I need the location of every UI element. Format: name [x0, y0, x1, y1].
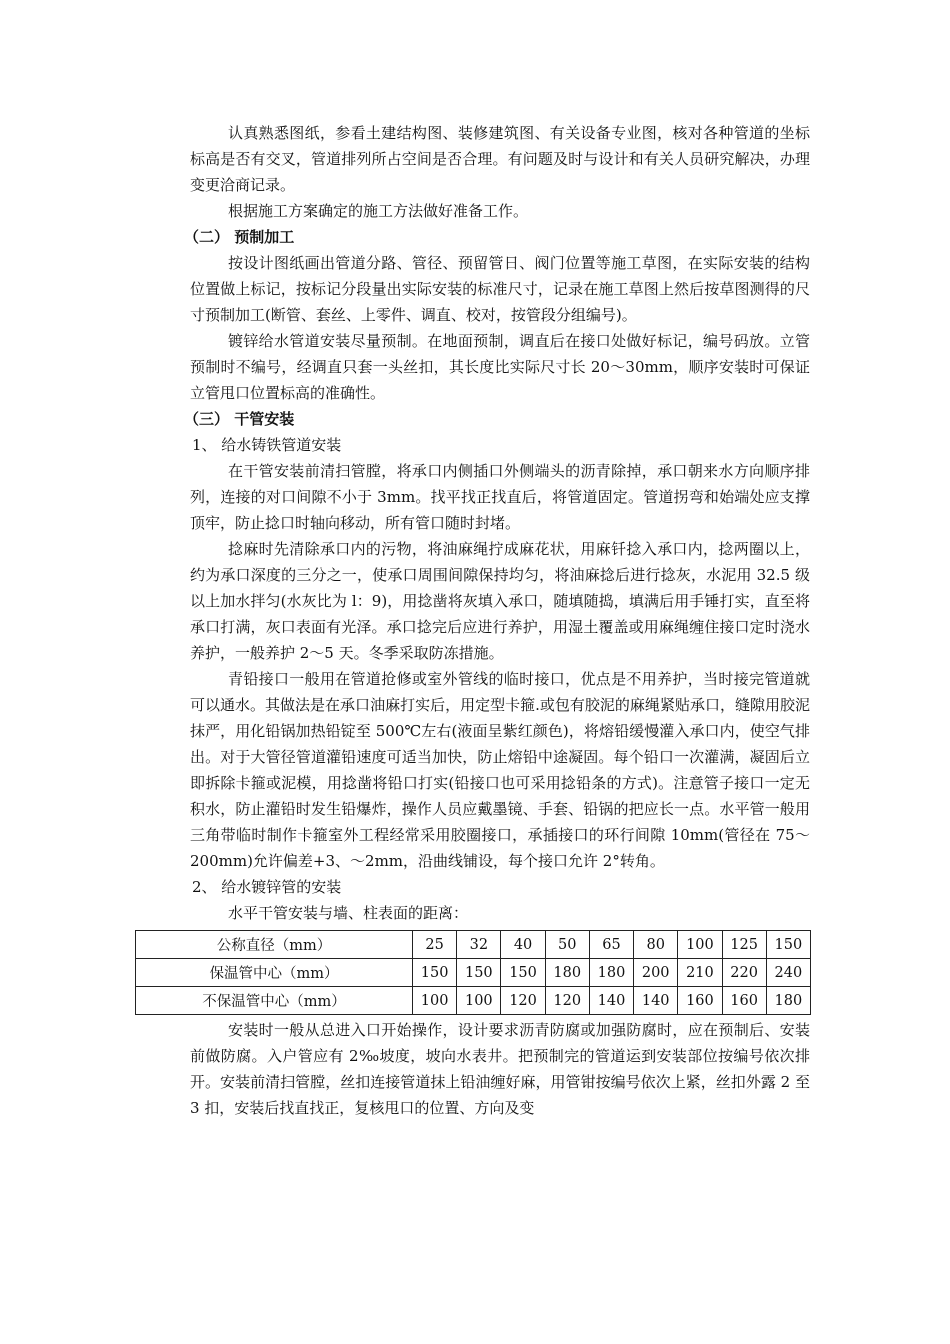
- paragraph-preparation: 根据施工方案确定的施工方法做好准备工作。: [228, 202, 529, 220]
- paragraph-sketch: 按设计图纸画出管道分路、管径、预留管日、阀门位置等施工草图，在实际安装的结构位置做上标记，按标记分段量出实际安装的标准尺寸，记录在施工草图上然后按草图测得的尺寸预制加工(断管、套丝、上零件、调直、校对，按管段分组编号)。: [190, 254, 810, 324]
- table-cell: 210: [678, 959, 722, 987]
- section-heading-main-pipe: （三） 干管安装: [184, 410, 295, 428]
- subheading-galvanized: 2、 给水镀锌管的安装: [192, 878, 342, 896]
- subheading-cast-iron: 1、 给水铸铁管道安装: [192, 436, 342, 454]
- paragraph-table-caption: 水平干管安装与墙、柱表面的距离：: [228, 904, 469, 922]
- table-row-label: 保温管中心（mm）: [136, 959, 413, 987]
- table-cell: 65: [589, 931, 633, 959]
- paragraph-galvanized-prefab: 镀锌给水管道安装尽量预制。在地面预制，调直后在接口处做好标记，编号码放。立管预制时不编号，经调直只套一头丝扣，其长度比实际尺寸长 20～30mm，顺序安装时可保证立管甩口位置标高的准确性。: [190, 332, 810, 402]
- table-cell: 32: [457, 931, 501, 959]
- table-cell: 100: [678, 931, 722, 959]
- table-row-label: 公称直径（mm）: [136, 931, 413, 959]
- table-cell: 160: [722, 987, 766, 1015]
- table-cell: 40: [501, 931, 545, 959]
- table-cell: 180: [545, 959, 589, 987]
- paragraph-review-drawings: 认真熟悉图纸，参看土建结构图、装修建筑图、有关设备专业图，核对各种管道的坐标标高是否有交叉，管道排列所占空间是否合理。有问题及时与设计和有关人员研究解决，办理变更洽商记录。: [190, 124, 810, 194]
- table-cell: 200: [634, 959, 678, 987]
- table-cell: 140: [589, 987, 633, 1015]
- table-cell: 100: [413, 987, 457, 1015]
- table-cell: 150: [501, 959, 545, 987]
- table-cell: 25: [413, 931, 457, 959]
- table-cell: 140: [634, 987, 678, 1015]
- table-cell: 180: [589, 959, 633, 987]
- table-cell: 150: [413, 959, 457, 987]
- document-body: [184, 120, 810, 1121]
- table-cell: 120: [545, 987, 589, 1015]
- table-cell: 150: [766, 931, 810, 959]
- pipe-distance-table: [135, 930, 811, 1015]
- table-row: [136, 959, 811, 987]
- table-cell: 100: [457, 987, 501, 1015]
- table-cell: 50: [545, 931, 589, 959]
- table-row-label: 不保温管中心（mm）: [136, 987, 413, 1015]
- paragraph-installation: 安装时一般从总进入口开始操作，设计要求沥青防腐或加强防腐时，应在预制后、安装前做防腐。入户管应有 2‰坡度，坡向水表井。把预制完的管道运到安装部位按编号依次排开。安装前清扫管膛，丝扣连接管道抹上铅油缠好麻，用管钳按编号依次上紧，丝扣外露 2 至 3 扣，安装后找直找正，复核甩口的位置、方向及变: [190, 1021, 810, 1117]
- paragraph-cleaning: 在干管安装前清扫管膛，将承口内侧插口外侧端头的沥青除掉，承口朝来水方向顺序排列，连接的对口间隙不小于 3mm。找平找正找直后，将管道固定。管道拐弯和始端处应支撑顶牢，防止捻口时轴向移动，所有管口随时封堵。: [190, 462, 810, 532]
- paragraph-lead-joint: 青铅接口一般用在管道抢修或室外管线的临时接口，优点是不用养护，当时接完管道就可以通水。其做法是在承口油麻打实后，用定型卡箍.或包有胶泥的麻绳紧贴承口，缝隙用胶泥抹严，用化铅锅加热铅锭至 500℃左右(液面呈紫红颜色)，将熔铅缓慢灌入承口内，使空气排出。对于大管径管道灌铅速度可适当加快，防止熔铅中途凝固。每个铅口一次灌满，凝固后立即拆除卡箍或泥模，用捻凿将铅口打实(铅接口也可采用捻铅条的方式)。注意管子接口一定无积水，防止灌铅时发生铅爆炸，操作人员应戴墨镜、手套、铅锅的把应长一点。水平管一般用三角带临时制作卡箍室外工程经常采用胶圈接口，承插接口的环行间隙 10mm(管径在 75～200mm)允许偏差+3、～2mm，沿曲线铺设，每个接口允许 2°转角。: [190, 670, 810, 870]
- table-row: [136, 931, 811, 959]
- table-cell: 125: [722, 931, 766, 959]
- section-heading-prefabrication: （二） 预制加工: [184, 228, 295, 246]
- table-cell: 240: [766, 959, 810, 987]
- paragraph-caulking: 捻麻时先清除承口内的污物，将油麻绳拧成麻花状，用麻钎捻入承口内，捻两圈以上，约为承口深度的三分之一，使承口周围间隙保持均匀，将油麻捻后进行捻灰，水泥用 32.5 级以上加水拌匀(水灰比为 l：9)，用捻凿将灰填入承口，随填随捣，填满后用手锤打实，直至将承口打满，灰口表面有光泽。承口捻完后应进行养护，用湿土覆盖或用麻绳缠住接口定时浇水养护，一般养护 2～5 天。冬季采取防冻措施。: [190, 540, 810, 662]
- table-cell: 220: [722, 959, 766, 987]
- table-cell: 80: [634, 931, 678, 959]
- table-cell: 120: [501, 987, 545, 1015]
- table-cell: 150: [457, 959, 501, 987]
- table-cell: 160: [678, 987, 722, 1015]
- table-row: [136, 987, 811, 1015]
- table-cell: 180: [766, 987, 810, 1015]
